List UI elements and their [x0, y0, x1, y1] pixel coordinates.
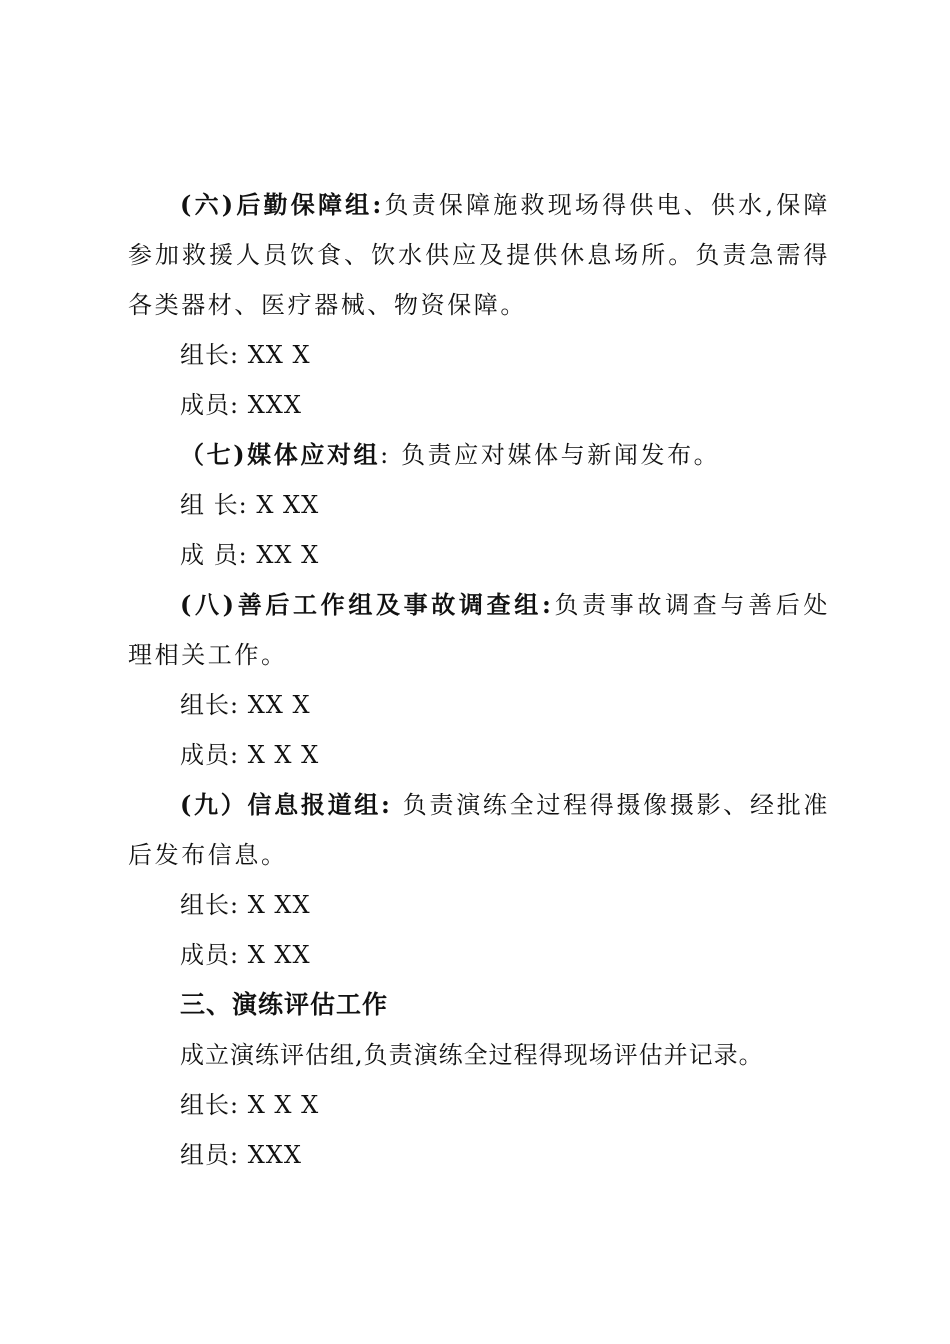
evaluation-description: 成立演练评估组,负责演练全过程得现场评估并记录。 [180, 1041, 764, 1069]
section-title: （七)媒体应对组 [180, 440, 381, 469]
section-members: 成员: X X X [180, 741, 320, 769]
section-description: 负责保障施救现场得供电、供水,保障参加救援人员饮食、饮水供应及提供休息场所。负责急需得各类器材、医疗器械、物资保障。 [128, 191, 830, 319]
section-leader: 组长: XX X [180, 691, 311, 719]
section-media [128, 430, 830, 480]
section-title: (六)后勤保障组: [180, 190, 384, 219]
section-leader: 组长: XX X [180, 341, 311, 369]
section-members: 成员: X XX [180, 941, 311, 969]
section-aftermath [128, 580, 830, 680]
section-description: 负责演练全过程得摄像摄影、经批准后发布信息。 [128, 791, 830, 869]
evaluation-members: 组员: XXX [180, 1141, 302, 1169]
document-page [128, 180, 830, 1180]
evaluation-heading: 三、演练评估工作 [180, 990, 389, 1019]
section-info-report [128, 780, 830, 880]
evaluation-leader: 组长: X X X [180, 1091, 320, 1119]
section-logistics [128, 180, 830, 330]
section-members: 成员: XXX [180, 391, 302, 419]
section-title: (九）信息报道组: [180, 790, 393, 819]
section-members: 成 员: XX X [180, 541, 320, 569]
section-title: (八)善后工作组及事故调查组: [180, 590, 554, 619]
section-description: : 负责应对媒体与新闻发布。 [380, 441, 721, 469]
section-leader: 组 长: X XX [180, 491, 320, 519]
section-description: 负责事故调查与善后处理相关工作。 [128, 591, 830, 669]
section-leader: 组长: X XX [180, 891, 311, 919]
